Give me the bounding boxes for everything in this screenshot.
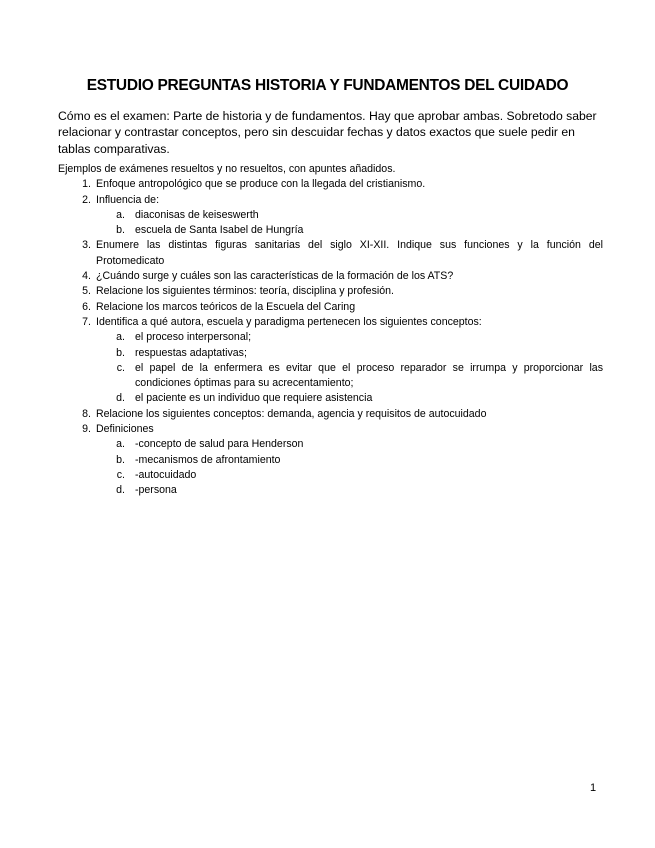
question-number: 8. — [82, 407, 91, 420]
sub-item-text: el papel de la enfermera es evitar que el proceso reparador se irrumpa y proporcionar las condiciones óptimas para su acrecentamiento; — [135, 361, 603, 390]
question-number: 7. — [82, 315, 91, 328]
question-number: 2. — [82, 193, 91, 206]
question-number: 9. — [82, 423, 91, 436]
question-text: Relacione los siguientes términos: teoría, disciplina y profesión. — [96, 285, 394, 298]
question-list — [58, 177, 603, 498]
question-number: 5. — [82, 285, 91, 298]
sub-item-text: el proceso interpersonal; — [135, 331, 252, 344]
sub-item-letter: c. — [116, 361, 125, 374]
sub-item — [58, 453, 603, 468]
sub-item — [58, 330, 603, 345]
intro-paragraph: Cómo es el examen: Parte de historia y de fundamentos. Hay que aprobar ambas. Sobretodo saber relacionar y contrastar conceptos, pero sin descuidar fechas y datos exactos que suele pedir en tablas comparativas. — [58, 109, 597, 156]
sub-item — [58, 483, 603, 498]
question-text: Enfoque antropológico que se produce con la llegada del cristianismo. — [96, 178, 426, 191]
question-text: Identifica a qué autora, escuela y paradigma pertenecen los siguientes conceptos: — [96, 315, 482, 328]
question-text: Relacione los siguientes conceptos: demanda, agencia y requisitos de autocuidado — [96, 407, 487, 420]
sub-item — [58, 361, 603, 392]
sub-item — [58, 223, 603, 238]
sub-item — [58, 346, 603, 361]
question-item — [58, 300, 603, 315]
question-item — [58, 284, 603, 299]
sub-item-text: respuestas adaptativas; — [135, 346, 247, 359]
sub-item-letter: a. — [116, 331, 125, 344]
question-text: Enumere las distintas figuras sanitarias del siglo XI-XII. Indique sus funciones y la función del Protomedicato — [96, 239, 603, 267]
sub-item — [58, 437, 603, 452]
sub-item-letter: c. — [116, 468, 125, 481]
question-number: 6. — [82, 300, 91, 313]
sub-item-text: -concepto de salud para Henderson — [135, 438, 304, 451]
question-item — [58, 407, 603, 422]
question-text: Relacione los marcos teóricos de la Escuela del Caring — [96, 300, 356, 313]
question-text: Definiciones — [96, 423, 154, 436]
sub-item-text: -mecanismos de afrontamiento — [135, 453, 281, 466]
examples-section — [58, 162, 603, 499]
sub-item-letter: b. — [116, 453, 125, 466]
question-item — [58, 422, 603, 437]
sub-item-letter: d. — [116, 392, 125, 405]
sub-item-text: el paciente es un individuo que requiere asistencia — [135, 392, 373, 405]
sub-item-text: escuela de Santa Isabel de Hungría — [135, 224, 304, 237]
sub-item-text: -autocuidado — [135, 468, 197, 481]
question-number: 3. — [82, 239, 91, 252]
page-title: ESTUDIO PREGUNTAS HISTORIA Y FUNDAMENTOS DEL CUIDADO — [86, 77, 569, 94]
examples-heading: Ejemplos de exámenes resueltos y no resueltos, con apuntes añadidos. — [58, 163, 396, 175]
sub-item-letter: b. — [116, 346, 125, 359]
question-item — [58, 238, 603, 269]
sub-item — [58, 468, 603, 483]
sub-item — [58, 208, 603, 223]
question-text: Influencia de: — [96, 193, 160, 206]
sub-item-letter: b. — [116, 224, 125, 237]
question-item — [58, 177, 603, 192]
sub-item-letter: d. — [116, 484, 125, 497]
question-item — [58, 193, 603, 208]
question-number: 4. — [82, 270, 91, 283]
page-number: 1 — [590, 782, 597, 794]
sub-item-letter: a. — [116, 208, 125, 221]
question-item — [58, 315, 603, 330]
sub-item-text: -persona — [135, 484, 177, 497]
sub-item-letter: a. — [116, 438, 125, 451]
sub-item-text: diaconisas de keiseswerth — [135, 208, 259, 221]
sub-item — [58, 391, 603, 406]
question-text: ¿Cuándo surge y cuáles son las características de la formación de los ATS? — [96, 270, 454, 283]
question-number: 1. — [82, 178, 91, 191]
question-item — [58, 269, 603, 284]
